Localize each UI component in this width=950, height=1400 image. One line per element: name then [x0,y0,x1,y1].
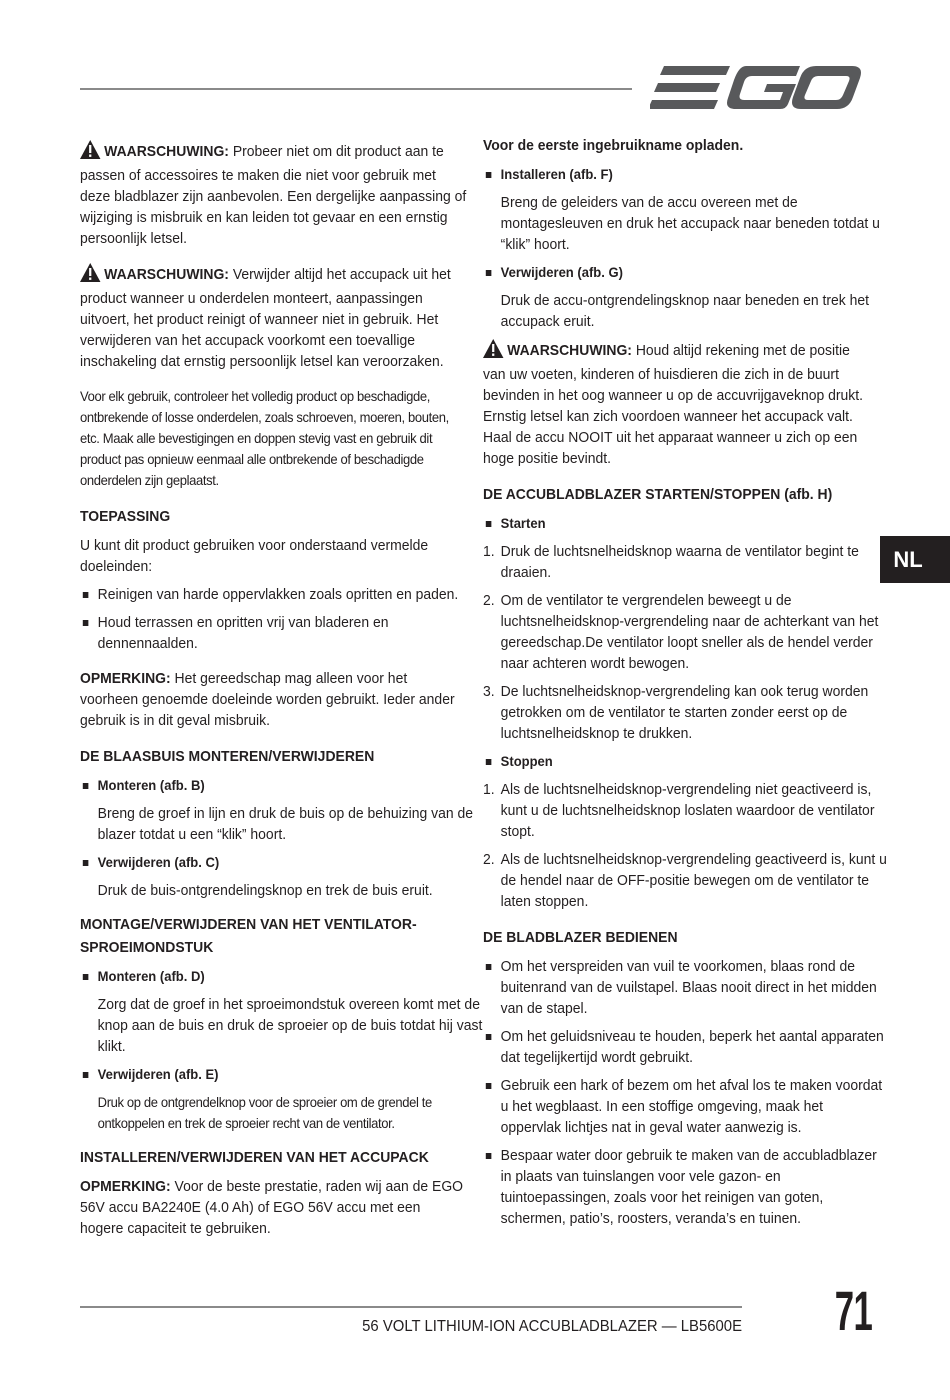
list-item: Bespaar water door gebruik te maken van de accubladblazer in plaats van tuinslangen voor vele gazon- en tuintoepassingen, zoals voor het reinigen van goten, schermen, patio’s, roosters, veranda’s en tuinen. [483,1145,887,1229]
warning-text: Houd altijd rekening met de positie van uw voeten, kinderen of huisdieren die zich in de buurt bevinden in het oog wanneer u op de accuvrijgaveknop drukt. Ernstig letsel kan zich voordoen wanneer het accupack valt. Haal de accu NOOIT uit het apparaat wanneer u zich op een hoge positie bevindt. [483,342,864,467]
note-1 [80,668,467,731]
warning-3 [483,339,870,469]
subheading-monteren: Monteren (afb. B) [80,775,484,796]
subheading-verwijderen: Verwijderen (afb. G) [483,262,887,283]
numbered-step: 1. Als de luchtsnelheidsknop-vergrendeling niet geactiveerd is, kunt u de luchtsnelheidsknop loslaten waardoor de ventilator stopt. [483,781,875,840]
warning-text: Probeer niet om dit product aan te passen of accessoires te maken die niet voor gebruik met deze bladblazer zijn aanbevolen. Een dergelijke aanpassing of wijziging is misbruik en kan leiden tot gevaar en een ernstig persoonlijk letsel. [80,143,467,247]
ego-logo [650,64,862,117]
bullet-icon [486,1034,492,1040]
section-heading-accupack: INSTALLEREN/VERWIJDEREN VAN HET ACCUPACK [80,1149,429,1166]
note-text: Voor de beste prestatie, raden wij aan de EGO 56V accu BA2240E (4.0 Ah) of EGO 56V accu met een hogere capaciteit te gebruiken. [80,1178,464,1237]
bullet-icon [83,1072,89,1078]
note-2 [80,1176,467,1239]
warning-1 [80,140,467,249]
instruction-text: Breng de groef in lijn en druk de buis op de behuizing van de blazer totdat u een “klik” hoort. [97,805,474,843]
section-heading-opladen: Voor de eerste ingebruikname opladen. [483,137,744,154]
bullet-icon [486,1083,492,1089]
bullet-icon [486,521,492,527]
language-tab-label: NL [893,547,923,572]
header-rule [80,88,632,90]
instruction-text: Druk de buis-ontgrendelingsknop en trek de buis eruit. [97,882,433,899]
instruction-text: Zorg dat de groef in het sproeimondstuk overeen komt met de knop aan de buis en druk de sproeier op de buis totdat hij vast klikt. [97,996,483,1055]
subheading-starten: Starten [483,513,887,534]
footer-rule [80,1306,742,1308]
subheading-monteren: Monteren (afb. D) [80,966,484,987]
footer-title: 56 VOLT LITHIUM-ION ACCUBLADBLAZER — LB5600E [362,1318,742,1335]
section-heading-bedienen: DE BLADBLAZER BEDIENEN [483,929,678,946]
list-item: Gebruik een hark of bezem om het afval los te maken voordat u het wegblaast. In een stoffige omgeving, maak het oppervlak lichtjes nat in geval water aanwezig is. [483,1075,887,1138]
numbered-step: 2. Als de luchtsnelheidsknop-vergrendeling geactiveerd is, kunt u de hendel naar de OFF-positie bewegen om de ventilator te laten stoppen. [483,851,887,910]
section-heading-starten-stoppen: DE ACCUBLADBLAZER STARTEN/STOPPEN (afb. H) [483,486,833,503]
subheading-verwijderen: Verwijderen (afb. C) [80,852,484,873]
warning-label: WAARSCHUWING: [104,143,229,160]
numbered-step: 3. De luchtsnelheidsknop-vergrendeling kan ook terug worden getrokken om de ventilator te starten zonder eerst op de luchtsnelheidsknop te drukken. [483,683,869,742]
note-text: Het gereedschap mag alleen voor het voorheen genoemde doeleinde worden gebruikt. Ieder ander gebruik is in dit geval misbruik. [80,670,455,729]
bullet-icon [486,1153,492,1159]
bullet-icon [486,964,492,970]
numbered-step: 2. Om de ventilator te vergrendelen beweegt u de luchtsnelheidsknop-vergrendeling naar de achterkant van het gereedschap.De ventilator loopt sneller als de hendel verder naar achteren wordt bewogen. [483,592,879,672]
list-item: Reinigen van harde oppervlakken zoals opritten en paden. [80,584,484,605]
instruction-text: Druk op de ontgrendelknop voor de sproeier om de grendel te ontkoppelen en trek de sproeier recht van de ventilator. [97,1094,432,1131]
bullet-icon [83,860,89,866]
list-item: Om het geluidsniveau te houden, beperk het aantal apparaten dat tegelijkertijd wordt gebruikt. [483,1026,887,1068]
warning-label: WAARSCHUWING: [104,266,229,283]
bullet-icon [83,974,89,980]
list-item: Om het verspreiden van vuil te voorkomen, blaas rond de buitenrand van de vuilstapel. Blaas nooit direct in het midden van de stapel. [483,956,887,1019]
bullet-icon [83,783,89,789]
warning-triangle-icon [80,263,100,288]
note-label: OPMERKING: [80,1178,171,1195]
bullet-icon [486,172,492,178]
subheading-installeren: Installeren (afb. F) [483,164,887,185]
warning-2 [80,263,467,372]
bullet-icon [486,270,492,276]
page-number: 71 [834,1279,873,1342]
instruction-text: Breng de geleiders van de accu overeen met de montagesleuven en druk het accupack naar beneden totdat u “klik” hoort. [500,194,880,253]
numbered-step: 1. Druk de luchtsnelheidsknop waarna de ventilator begint te draaien. [483,543,859,581]
section-heading-blaasbuis: DE BLAASBUIS MONTEREN/VERWIJDEREN [80,748,375,765]
note-label: OPMERKING: [80,670,171,687]
bullet-icon [83,592,89,598]
list-item: Houd terrassen en opritten vrij van bladeren en dennennaalden. [80,612,484,654]
language-tab [880,536,950,583]
warning-triangle-icon [483,339,503,364]
bullet-icon [83,620,89,626]
toepassing-intro: U kunt dit product gebruiken voor onderstaand vermelde doeleinden: [80,537,429,575]
warning-triangle-icon [80,140,100,165]
section-heading-montage: MONTAGE/VERWIJDEREN VAN HET VENTILATOR-SPROEIMONDSTUK [80,916,417,956]
warning-label: WAARSCHUWING: [507,342,632,359]
warning-text: Verwijder altijd het accupack uit het product wanneer u onderdelen monteert, aanpassingen uitvoert, het product reinigt of wanneer niet in gebruik. Het verwijderen van het accupack voorkomt een toevallige inschakeling dat ernstig persoonlijk letsel kan veroorzaken. [80,266,451,370]
subheading-stoppen: Stoppen [483,751,887,772]
inspection-note: Voor elk gebruik, controleer het volledig product op beschadigde, ontbrekende of losse onderdelen, zoals schroeven, moeren, bouten, etc. Maak alle bevestigingen en doppen stevig vast en gebruik dit product pas opnieuw eenmaal alle ontbrekende of beschadigde onderdelen zijn geplaatst. [80,388,449,488]
bullet-icon [486,759,492,765]
right-column [483,137,887,1236]
instruction-text: Druk de accu-ontgrendelingsknop naar beneden en trek het accupack eruit. [500,292,870,330]
subheading-verwijderen: Verwijderen (afb. E) [80,1064,484,1085]
section-heading-toepassing: TOEPASSING [80,508,171,525]
left-column [80,140,483,1253]
